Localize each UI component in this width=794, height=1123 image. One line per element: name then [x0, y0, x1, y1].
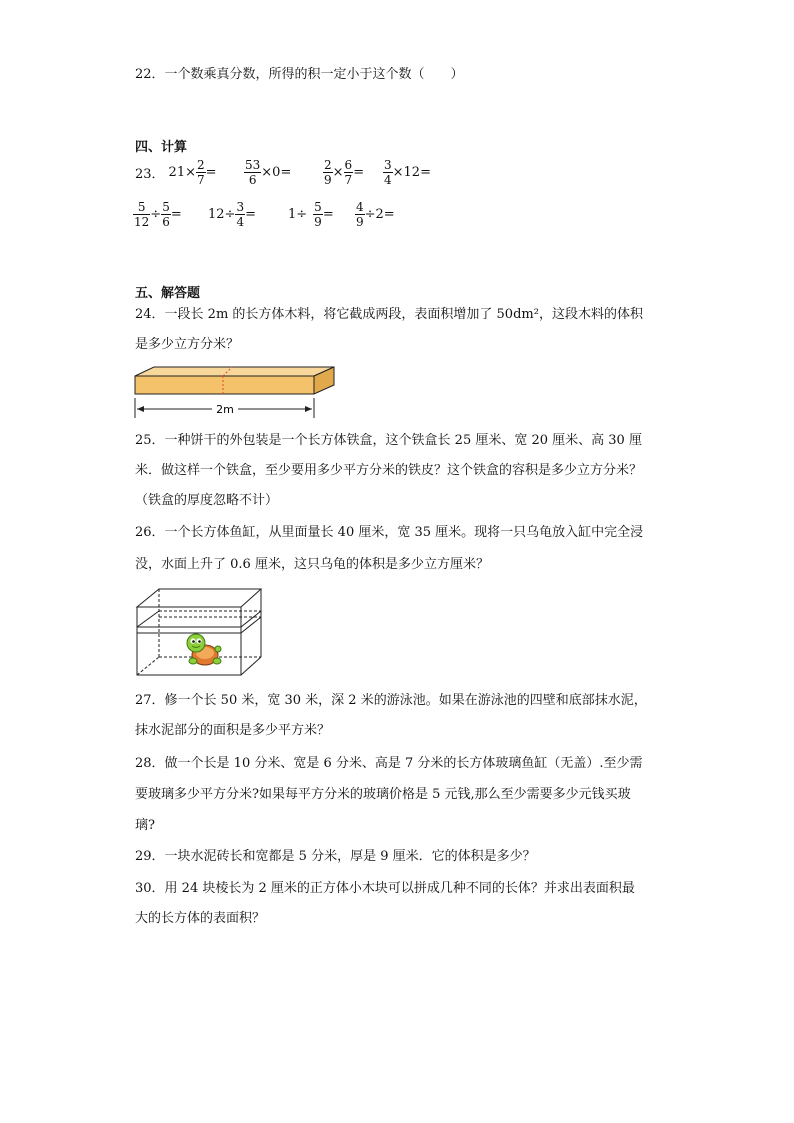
question-25-line-2: 米．做这样一个铁盒，至少要用多少平方分米的铁皮？这个铁盒的容积是多少立方分米？ [135, 463, 643, 478]
question-27-line-2: 抹水泥部分的面积是多少平方米？ [135, 723, 331, 738]
question-26-line-1: 26．一个长方体鱼缸，从里面量长 40 厘米，宽 35 厘米。现将一只乌龟放入缸中完全浸 [135, 525, 644, 540]
calc-2: $\frac{53}{6}$ ×0= [245, 158, 292, 187]
question-29: 29．一块水泥砖长和宽都是 5 分米，厚是 9 厘米．它的体积是多少？ [135, 849, 536, 864]
beam-figure [130, 362, 340, 420]
question-28-line-3: 璃? [135, 818, 155, 833]
question-28-line-1: 28．做一个长是 10 分米、宽是 6 分米、高是 7 分米的长方体玻璃鱼缸（无盖）.至少需 [135, 756, 643, 771]
beam-top-face [135, 367, 334, 376]
calc-6: 12÷ $\frac{3}{4}$ = [208, 200, 256, 229]
question-26-line-2: 没，水面上升了 0.6 厘米，这只乌龟的体积是多少立方厘米？ [135, 557, 489, 572]
calc-5: $\frac{5}{12}$ ÷ $\frac{5}{6}$ = [134, 200, 182, 229]
calc-row-1 [135, 158, 217, 187]
question-23-number: 23． [135, 167, 165, 182]
question-24-line-1: 24．一段长 2m 的长方体木料，将它截成两段，表面积增加了 50dm²，这段木料的体积 [135, 307, 643, 322]
question-27-line-1: 27．修一个长 50 米，宽 30 米，深 2 米的游泳池。如果在游泳池的四壁和底部抹水泥， [135, 693, 647, 708]
calc-4: $\frac{3}{4}$ ×12= [384, 158, 431, 187]
calc-1-suffix: = [205, 165, 217, 180]
section-4-title: 四、计算 [135, 140, 188, 155]
section-5-title: 五、解答题 [135, 286, 201, 301]
dimension-label: 2m [216, 403, 234, 416]
question-30-line-1: 30．用 24 块棱长为 2 厘米的正方体小木块可以拼成几种不同的长体？并求出表面积最 [135, 881, 635, 896]
question-25-line-3: （铁盒的厚度忽略不计） [135, 493, 279, 508]
calc-8: $\frac{4}{9}$ ÷2= [356, 200, 395, 229]
calc-1-fraction: $\frac{2}{7}$ [196, 158, 205, 187]
calc-3: $\frac{2}{9}$ × $\frac{6}{7}$ = [324, 158, 365, 187]
turtle-icon [187, 634, 221, 665]
question-25-line-1: 25．一种饼干的外包装是一个长方体铁盒，这个铁盒长 25 厘米、宽 20 厘米、高 30 厘 [135, 433, 642, 448]
question-22: 22．一个数乘真分数，所得的积一定小于这个数（ ） [135, 67, 464, 82]
fish-tank-figure [133, 585, 265, 680]
calc-1-prefix: 21× [168, 165, 196, 180]
question-30-line-2: 大的长方体的表面积？ [135, 911, 266, 926]
question-28-line-2: 要玻璃多少平方分米?如果每平方分米的玻璃价格是 5 元钱,那么至少需要多少元钱买玻 [135, 787, 631, 802]
beam-front-face [135, 376, 314, 394]
question-24-line-2: 是多少立方分米？ [135, 337, 240, 352]
calc-7: 1÷ $\frac{5}{9}$ = [288, 200, 334, 229]
